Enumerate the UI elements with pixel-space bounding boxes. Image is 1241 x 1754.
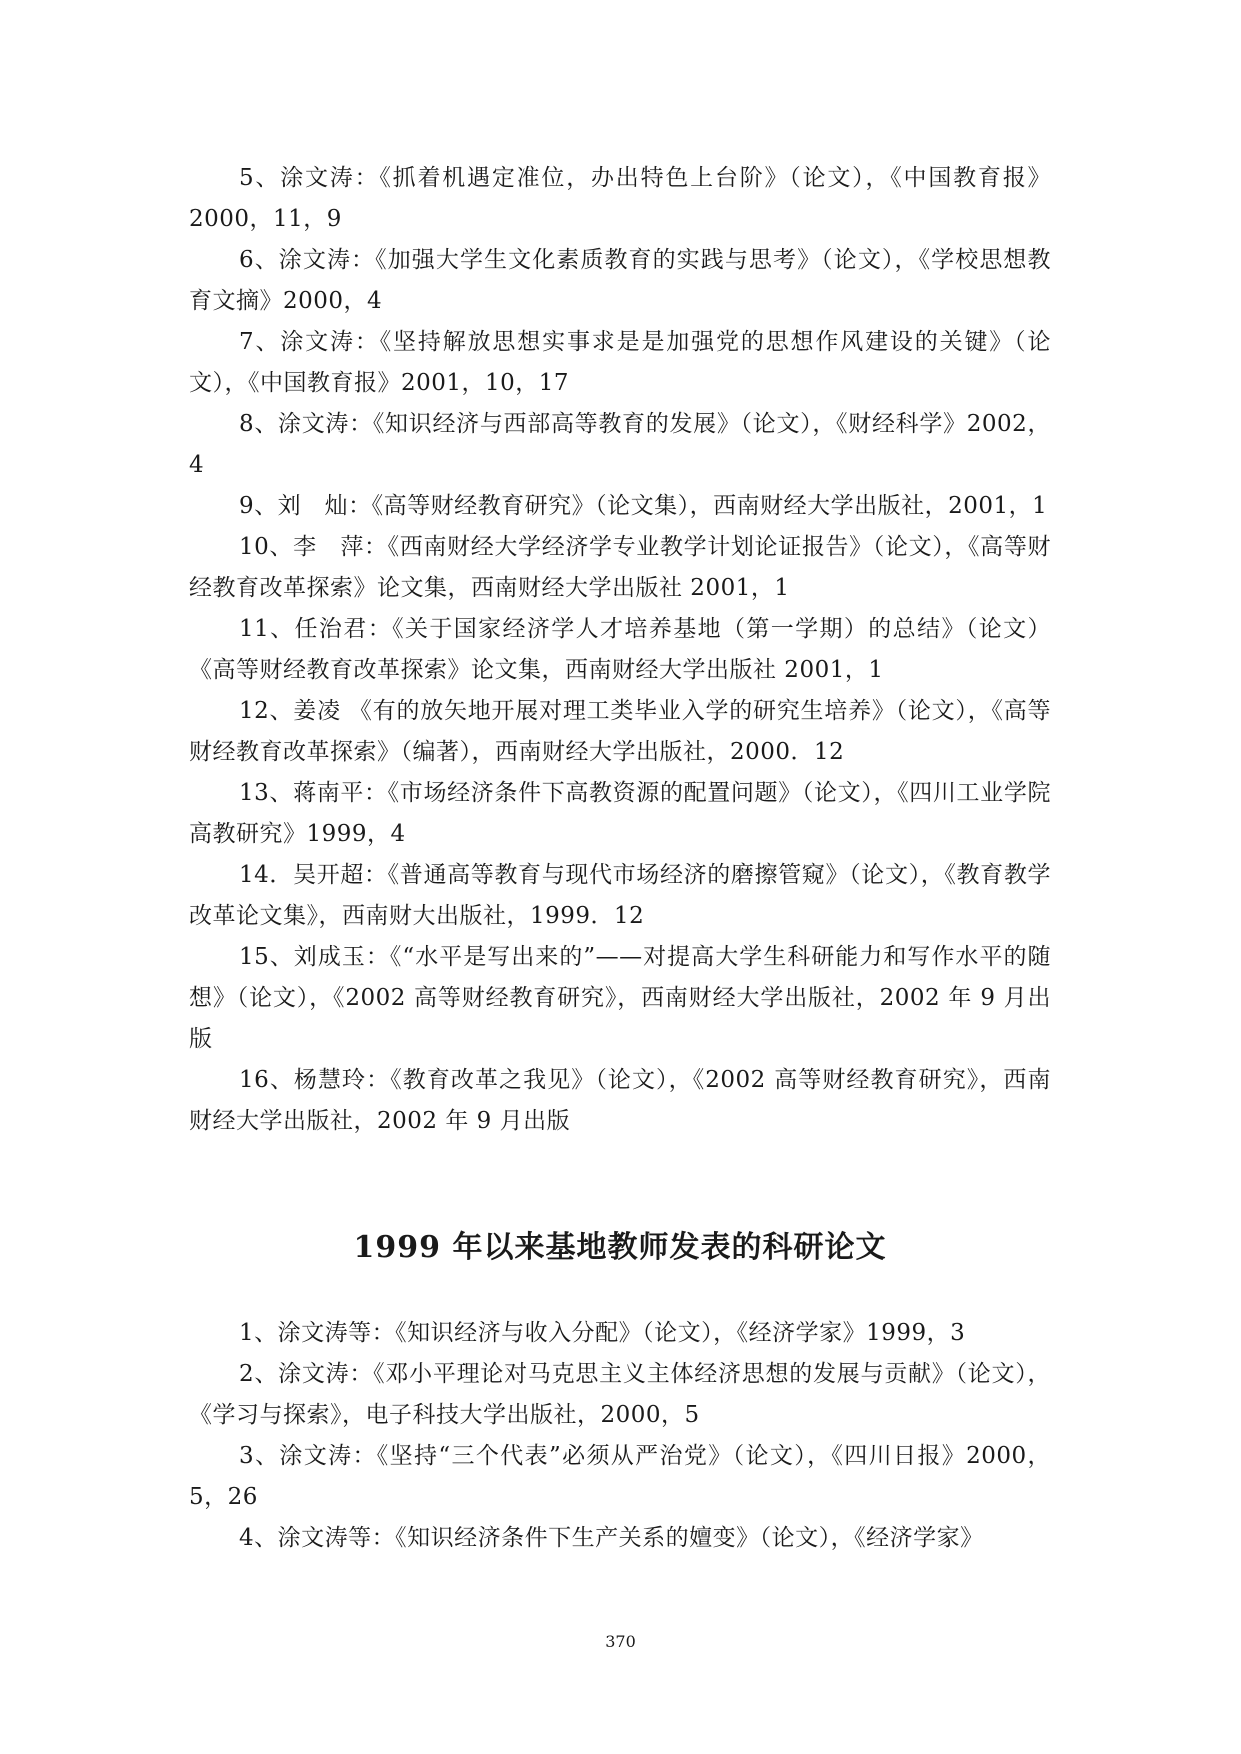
section-heading: 1999 年以来基地教师发表的科研论文 (353, 1230, 887, 1265)
reference-entry-16: 16、杨慧玲：《教育改革之我见》（论文），《2002 高等财经教育研究》，西南财经大学出版社，2002 年 9 月出版 (189, 1067, 1051, 1134)
reference-entry-6: 6、涂文涛：《加强大学生文化素质教育的实践与思考》（论文），《学校思想教育文摘》2000，4 (189, 247, 1051, 314)
reference-entry-14: 14．吴开超：《普通高等教育与现代市场经济的磨擦管窥》（论文），《教育教学改革论文集》，西南财大出版社，1999．12 (189, 862, 1051, 929)
reference-entry-10: 10、李 萍：《西南财经大学经济学专业教学计划论证报告》（论文），《高等财经教育改革探索》论文集，西南财经大学出版社 2001，1 (189, 534, 1051, 601)
reference-entry-15: 15、刘成玉：《“水平是写出来的”——对提高大学生科研能力和写作水平的随想》（论文），《2002 高等财经教育研究》，西南财经大学出版社，2002 年 9 月出版 (189, 944, 1051, 1052)
reference-entry-7: 7、涂文涛：《坚持解放思想实事求是是加强党的思想作风建设的关键》（论文），《中国教育报》2001，10，17 (189, 329, 1051, 396)
reference-entry-9: 9、刘 灿：《高等财经教育研究》（论文集），西南财经大学出版社，2001，1 (239, 493, 1048, 519)
reference-entry-4: 4、涂文涛等：《知识经济条件下生产关系的嬗变》（论文），《经济学家》 (239, 1525, 984, 1551)
reference-entry-12: 12、姜凌 《有的放矢地开展对理工类毕业入学的研究生培养》（论文），《高等财经教育改革探索》（编著），西南财经大学出版社，2000．12 (189, 698, 1051, 765)
reference-list-new-section (189, 1313, 1051, 1559)
reference-entry-11: 11、任治君：《关于国家经济学人才培养基地（第一学期）的总结》（论文）《高等财经教育改革探索》论文集，西南财经大学出版社 2001，1 (189, 616, 1051, 683)
reference-list-continued (189, 158, 1051, 1142)
reference-entry-13: 13、蒋南平：《市场经济条件下高教资源的配置问题》（论文），《四川工业学院高教研究》1999，4 (189, 780, 1051, 847)
reference-entry-8: 8、涂文涛：《知识经济与西部高等教育的发展》（论文），《财经科学》2002，4 (189, 411, 1051, 478)
page-number: 370 (605, 1632, 636, 1651)
reference-entry-1: 1、涂文涛等：《知识经济与收入分配》（论文），《经济学家》1999，3 (239, 1320, 966, 1346)
reference-entry-2: 2、涂文涛：《邓小平理论对马克思主义主体经济思想的发展与贡献》（论文），《学习与探索》，电子科技大学出版社，2000，5 (189, 1361, 1051, 1428)
reference-entry-5: 5、涂文涛：《抓着机遇定准位，办出特色上台阶》（论文），《中国教育报》2000，11，9 (189, 165, 1051, 232)
reference-entry-3: 3、涂文涛：《坚持“三个代表”必须从严治党》（论文），《四川日报》2000，5，26 (189, 1443, 1051, 1510)
